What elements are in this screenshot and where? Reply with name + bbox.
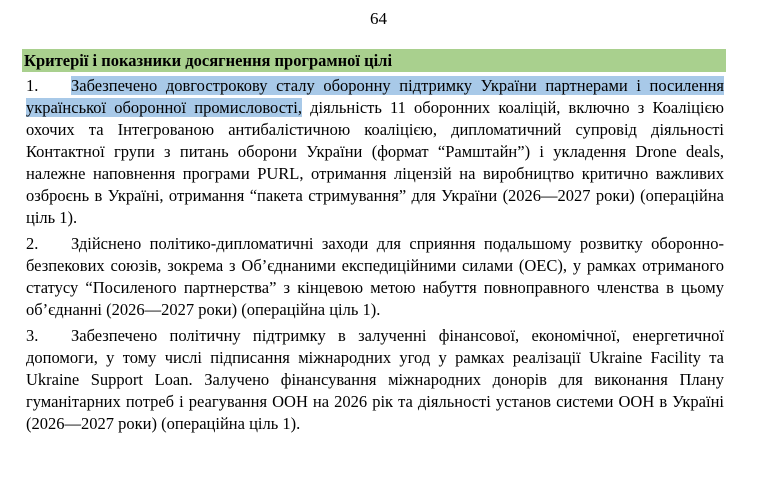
item-number: 1.: [26, 76, 39, 95]
section-heading: Критерії і показники досягнення програмної цілі: [22, 49, 726, 72]
item-text: діяльність 11 оборонних коаліцій, включно з Коаліцією охочих та Інтегрованою антибалістичною коаліцією, дипломатичний супровід діяльності Контактної групи з питань оборони України (формат “Рамштайн”) і укладення Drone deals, належне наповнення програми PURL, отримання ліцензій на виробництво критично важливих озброєнь в Україні, отримання “пакета стримування” для України (2026—2027 роки) (операційна ціль 1).: [26, 98, 724, 227]
list-item: [26, 233, 724, 321]
page-number: 64: [370, 9, 387, 28]
highlighted-text[interactable]: Забезпечено довгострокову сталу оборонну підтримку України партнерами і посилення української оборонної промисловості,: [26, 76, 724, 117]
list-item: [26, 325, 724, 435]
item-text: Здійснено політико-дипломатичні заходи для сприяння подальшому розвитку оборонно-безпекових союзів, зокрема з Об’єднаними експедиційними силами (ОЕС), у рамках отриманого статусу “Посиленого партнерства” з кінцевою метою набуття повноправного членства в цьому об’єднанні (2026—2027 роки) (операційна ціль 1).: [26, 234, 724, 319]
list-item: [26, 75, 724, 229]
item-number: 2.: [26, 234, 39, 253]
item-text: Забезпечено політичну підтримку в залученні фінансової, економічної, енергетичної допомоги, у тому числі підписання міжнародних угод у рамках реалізації Ukraine Facility та Ukraine Support Loan. Залучено фінансування міжнародних донорів для виконання Плану гуманітарних потреб і реагування ООН на 2026 рік та діяльності установ системи ООН в Україні (2026—2027 роки) (операційна ціль 1).: [26, 326, 724, 433]
item-number: 3.: [26, 326, 39, 345]
criteria-list: [26, 75, 724, 439]
